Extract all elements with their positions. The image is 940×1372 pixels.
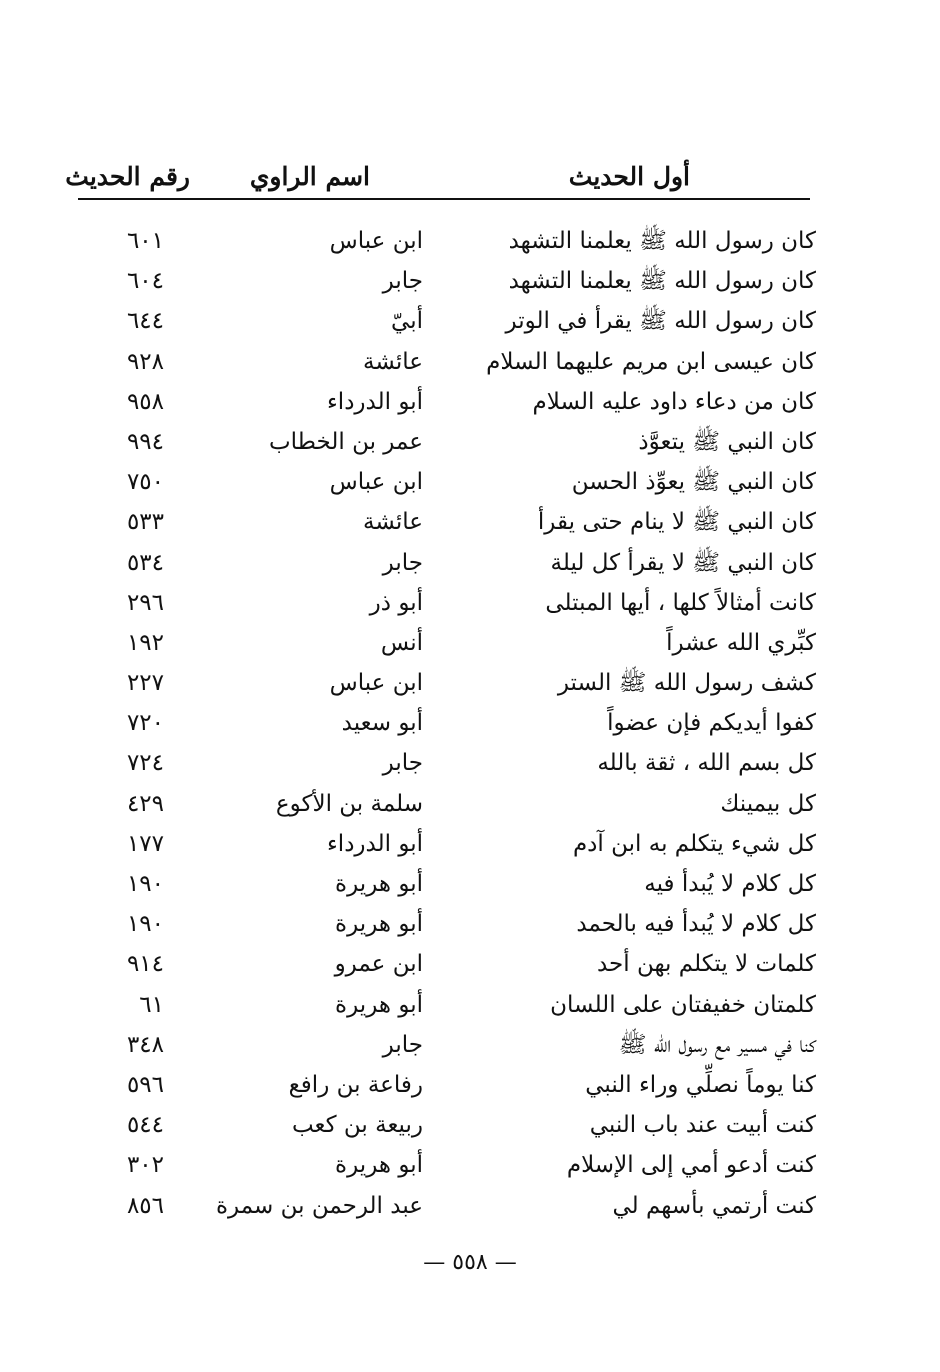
hadith-start-cell: كان النبي ﷺ لا يقرأ كل ليلة — [550, 549, 816, 576]
table-row — [78, 1026, 818, 1066]
hadith-start-cell: كان رسول الله ﷺ يقرأ في الوتر — [505, 308, 816, 335]
page-number: — ٥٥٨ — — [423, 1250, 517, 1275]
narrator-cell: أبو الدرداء — [326, 830, 423, 857]
narrator-cell: عمر بن الخطاب — [268, 428, 423, 455]
hadith-number-cell: ٥٣٤ — [126, 549, 164, 576]
hadith-start-cell: كلمتان خفيفتان على اللسان — [550, 991, 816, 1018]
hadith-start-cell: كان رسول الله ﷺ يعلمنا التشهد — [508, 268, 816, 295]
hadith-number-cell: ٧٢٠ — [126, 710, 164, 737]
hadith-start-cell: كنت أدعو أمي إلى الإسلام — [566, 1152, 816, 1179]
header-narrator: اسم الراوي — [249, 162, 370, 191]
table-row — [78, 503, 818, 543]
narrator-cell: جابر — [382, 268, 423, 295]
hadith-number-cell: ٦٠٤ — [126, 268, 164, 295]
hadith-start-cell: كبِّري الله عشراً — [666, 629, 816, 656]
table-row — [78, 544, 818, 584]
hadith-start-cell: كل بيمينك — [720, 790, 816, 817]
table-row — [78, 343, 818, 383]
narrator-cell: أنس — [380, 629, 423, 656]
hadith-number-cell: ٤٢٩ — [126, 790, 164, 817]
hadith-number-cell: ٧٥٠ — [126, 469, 164, 496]
narrator-cell: أبو الدرداء — [326, 388, 423, 415]
narrator-cell: جابر — [382, 750, 423, 777]
table-row — [78, 865, 818, 905]
table-row — [78, 383, 818, 423]
hadith-start-cell: كان النبي ﷺ يعوِّذ الحسن — [571, 469, 816, 496]
table-row — [78, 986, 818, 1026]
narrator-cell: أبو سعيد — [341, 710, 423, 737]
narrator-cell: جابر — [382, 1031, 423, 1058]
hadith-number-cell: ٩٥٨ — [126, 388, 164, 415]
hadith-number-cell: ٢٢٧ — [126, 670, 164, 697]
table-row — [78, 423, 818, 463]
hadith-start-cell: كل كلام لا يُبدأ فيه بالحمد — [576, 911, 816, 938]
table-row — [78, 1187, 818, 1227]
table-row — [78, 302, 818, 342]
hadith-number-cell: ١٧٧ — [126, 830, 164, 857]
table-row — [78, 1066, 818, 1106]
hadith-start-cell: كنا في مسير مع رسول الله ﷺ — [618, 1031, 816, 1058]
hadith-start-cell: كان النبي ﷺ يتعوَّذ — [638, 428, 816, 455]
table-row — [78, 222, 818, 262]
hadith-number-cell: ٣٠٢ — [126, 1152, 164, 1179]
narrator-cell: أبو ذر — [369, 589, 423, 616]
narrator-cell: جابر — [382, 549, 423, 576]
narrator-cell: ربيعة بن كعب — [291, 1112, 423, 1139]
table-row — [78, 785, 818, 825]
narrator-cell: عائشة — [363, 509, 423, 536]
hadith-start-cell: كانت أمثالاً كلها ، أيها المبتلى — [545, 589, 816, 616]
header-hadith-start: أول الحديث — [568, 162, 690, 191]
hadith-number-cell: ٣٤٨ — [126, 1031, 164, 1058]
narrator-cell: أبو هريرة — [335, 911, 423, 938]
narrator-cell: ابن عباس — [329, 228, 423, 254]
table-row — [78, 463, 818, 503]
hadith-number-cell: ٥٤٤ — [126, 1112, 164, 1139]
table-row — [78, 664, 818, 704]
hadith-start-cell: كان النبي ﷺ لا ينام حتى يقرأ — [537, 509, 816, 536]
hadith-index-table — [78, 222, 818, 1227]
hadith-start-cell: كل كلام لا يُبدأ فيه — [644, 871, 816, 897]
hadith-start-cell: كنت أبيت عند باب النبي — [589, 1112, 816, 1139]
table-header — [65, 158, 810, 200]
table-row — [78, 1106, 818, 1146]
narrator-cell: أبو هريرة — [335, 991, 423, 1018]
hadith-number-cell: ٩٩٤ — [126, 428, 164, 455]
narrator-cell: سلمة بن الأكوع — [275, 790, 423, 817]
hadith-number-cell: ٩٢٨ — [126, 348, 164, 375]
table-row — [78, 262, 818, 302]
narrator-cell: أبو هريرة — [335, 871, 423, 897]
narrator-cell: ابن عباس — [329, 670, 423, 697]
hadith-number-cell: ١٩٠ — [126, 911, 164, 938]
narrator-cell: ابن عمرو — [334, 951, 423, 978]
narrator-cell: ابن عباس — [329, 469, 423, 496]
hadith-number-cell: ٦٤٤ — [126, 308, 164, 335]
hadith-number-cell: ٢٩٦ — [126, 589, 164, 616]
table-row — [78, 584, 818, 624]
hadith-number-cell: ٦١ — [139, 991, 164, 1018]
hadith-start-cell: كل بسم الله ، ثقة بالله — [597, 750, 816, 777]
hadith-number-cell: ١٩٢ — [126, 629, 164, 656]
hadith-number-cell: ٥٩٦ — [126, 1071, 164, 1098]
hadith-start-cell: كان رسول الله ﷺ يعلمنا التشهد — [508, 228, 816, 254]
narrator-cell: رفاعة بن رافع — [288, 1071, 423, 1098]
hadith-start-cell: كنا يوماً نصلِّي وراء النبي — [585, 1071, 816, 1098]
hadith-number-cell: ٨٥٦ — [126, 1192, 164, 1219]
narrator-cell: عبد الرحمن بن سمرة — [216, 1192, 423, 1219]
table-row — [78, 825, 818, 865]
narrator-cell: أبو هريرة — [335, 1152, 423, 1179]
hadith-start-cell: كفوا أيديكم فإن عضواً — [607, 710, 816, 737]
hadith-number-cell: ٩١٤ — [126, 951, 164, 978]
hadith-start-cell: كنت أرتمي بأسهم لي — [612, 1192, 816, 1219]
hadith-number-cell: ٦٠١ — [126, 228, 164, 254]
hadith-start-cell: كان من دعاء داود عليه السلام — [532, 388, 816, 415]
table-row — [78, 1146, 818, 1186]
hadith-start-cell: كان عيسى ابن مريم عليهما السلام — [486, 348, 816, 375]
hadith-number-cell: ١٩٠ — [126, 871, 164, 897]
table-row — [78, 905, 818, 945]
hadith-start-cell: كشف رسول الله ﷺ الستر — [557, 670, 816, 697]
hadith-number-cell: ٧٢٤ — [126, 750, 164, 777]
hadith-number-cell: ٥٣٣ — [126, 509, 164, 536]
table-row — [78, 945, 818, 985]
table-row — [78, 744, 818, 784]
header-number: رقم الحديث — [65, 162, 190, 191]
narrator-cell: أبيّ — [391, 308, 423, 335]
table-row — [78, 624, 818, 664]
hadith-start-cell: كل شيء يتكلم به ابن آدم — [572, 830, 816, 857]
narrator-cell: عائشة — [363, 348, 423, 375]
table-row — [78, 704, 818, 744]
hadith-start-cell: كلمات لا يتكلم بهن أحد — [596, 951, 816, 978]
